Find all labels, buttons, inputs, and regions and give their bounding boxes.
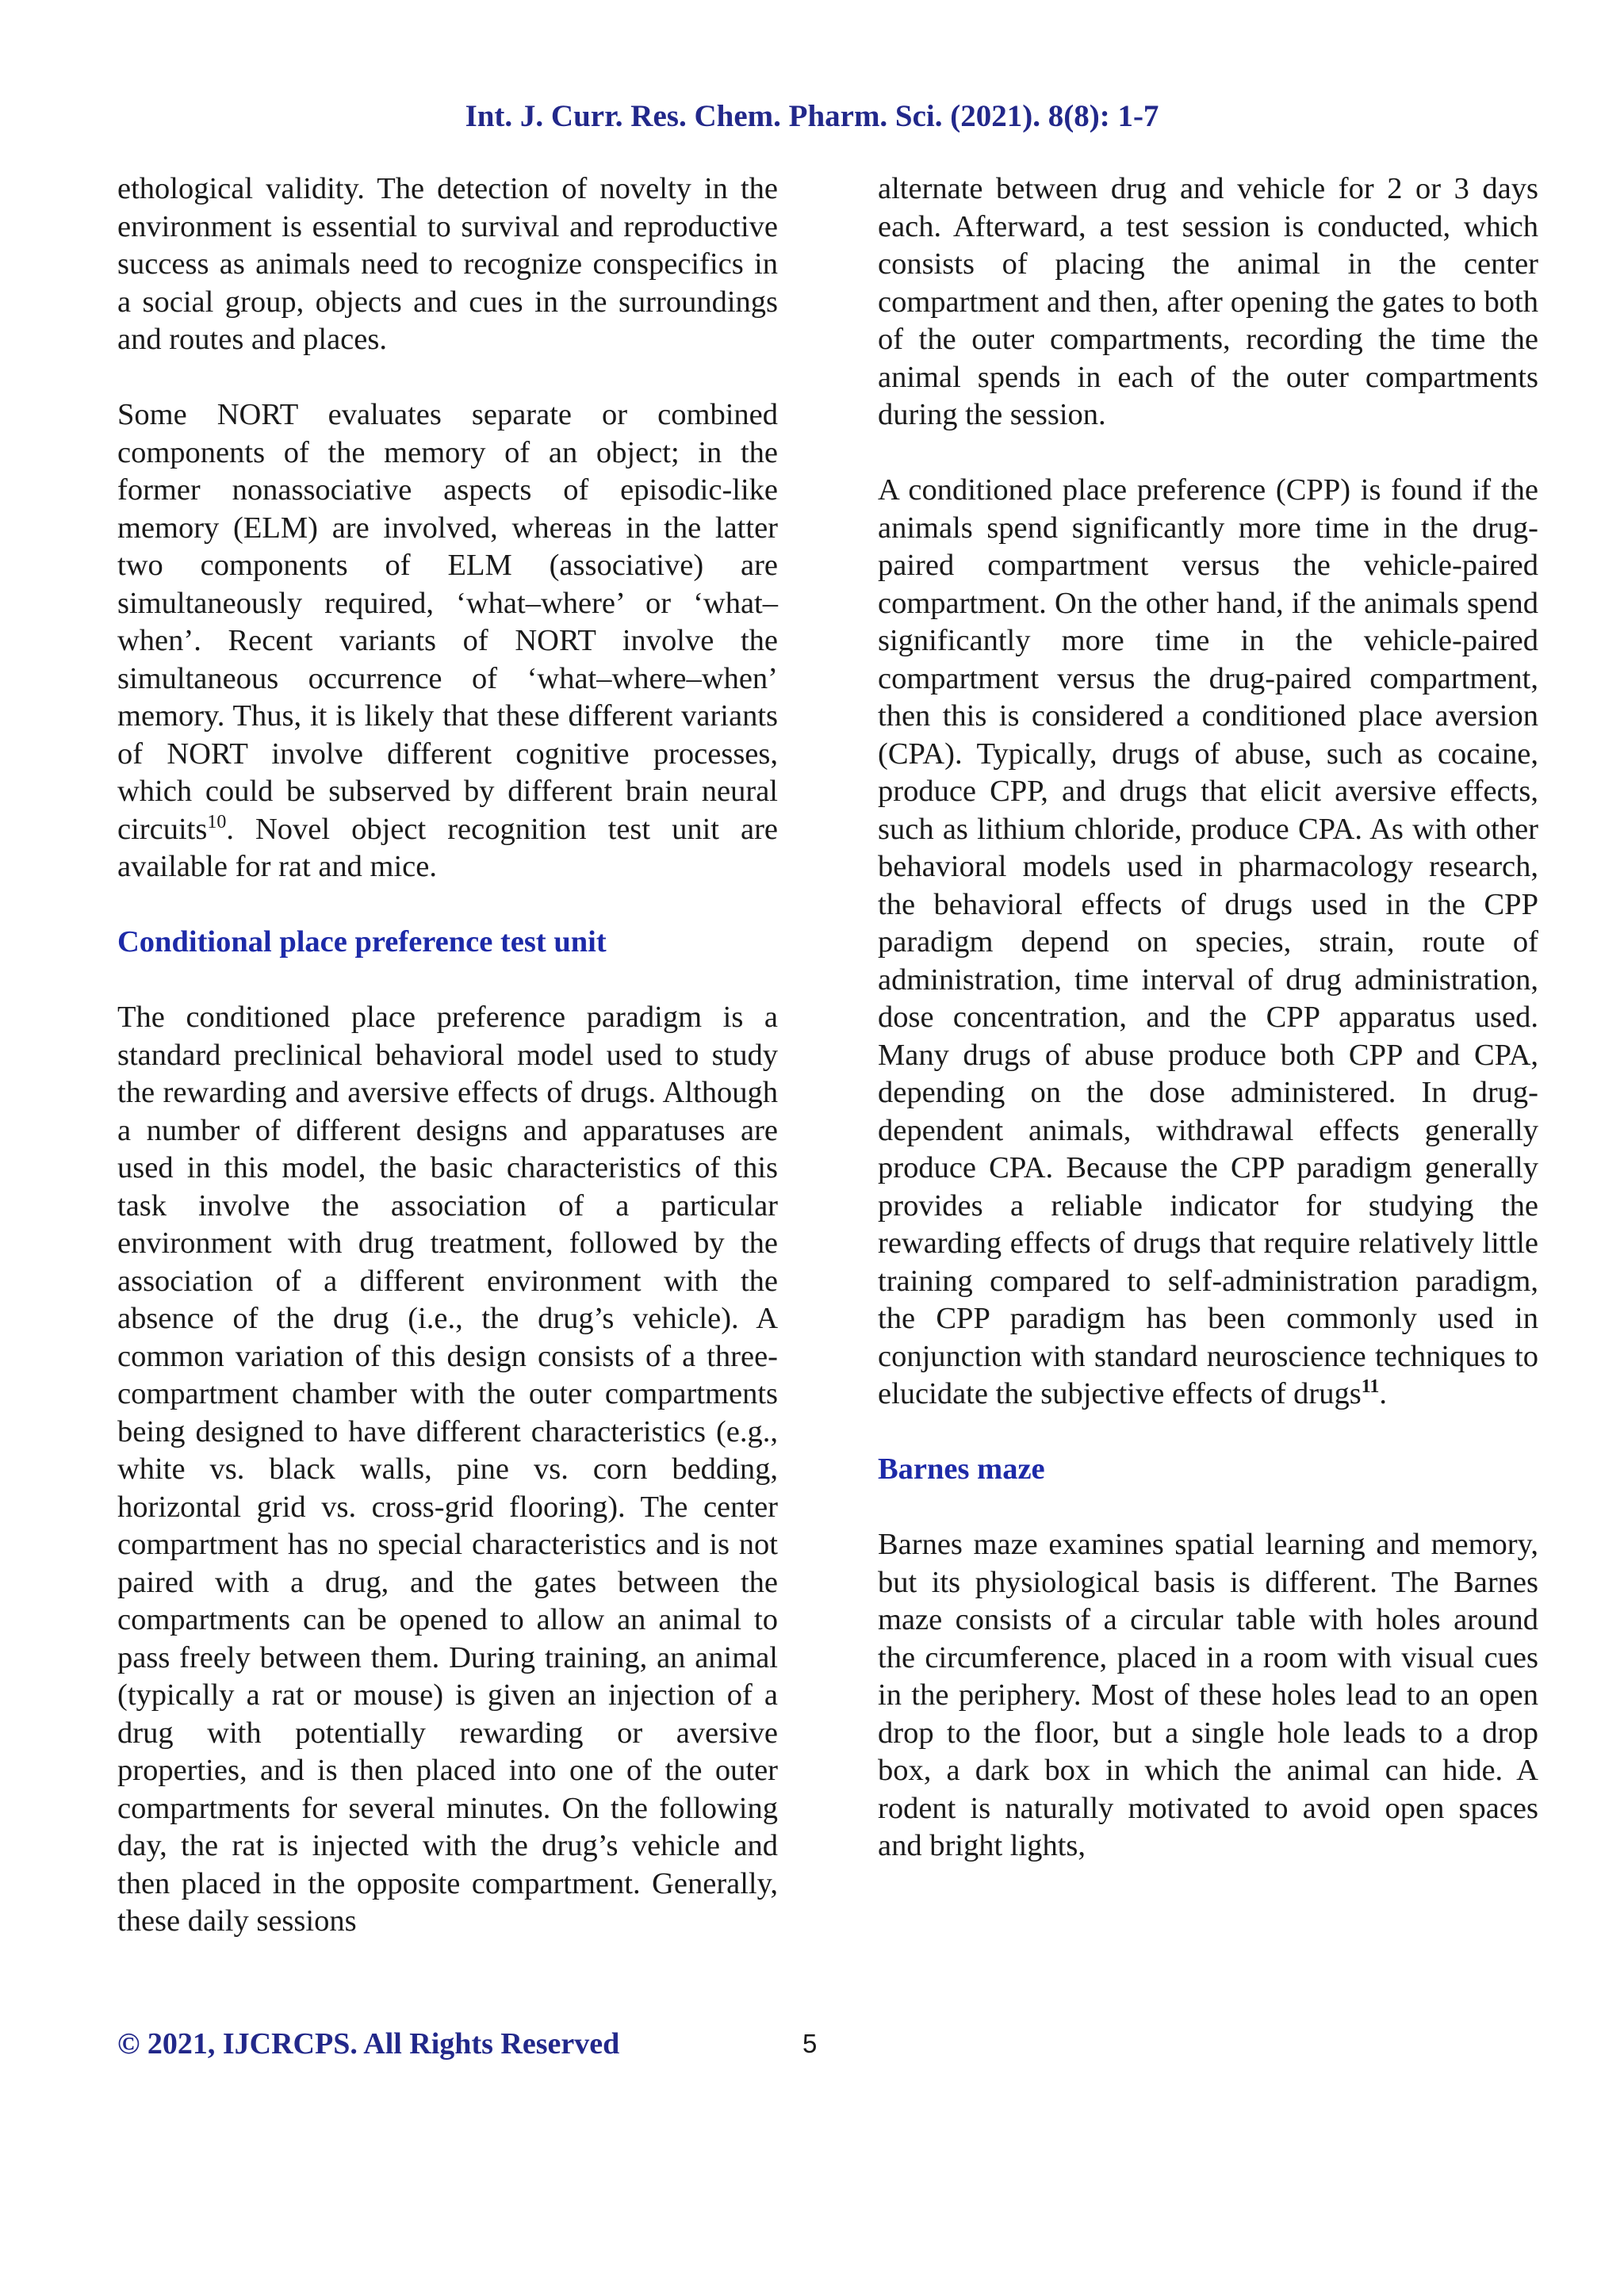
paragraph-cpp-cpa bbox=[878, 472, 1538, 1414]
paragraph-text: Some NORT evaluates separate or combined components of the memory of an object; in the former nonassociative aspects of episodic-like memory (ELM) are involved, whereas in the latter two components of ELM (associative) are simultaneously required, ‘what–where’ or ‘what–when’. Recent variants of NORT involve the simultaneous occurrence of ‘what–where–when’ memory. Thus, it is likely that these different variants of NORT involve different cognitive processes, which could be subserved by different brain neural circuits bbox=[117, 398, 778, 846]
paragraph-cpp-paradigm: The conditioned place preference paradigm is a standard preclinical behavioral model used to study the rewarding and aversive effects of drugs. Although a number of different designs and apparatuses are used in this model, the basic characteristics of this task involve the association of a particular environment with drug treatment, followed by the association of a different environment with the absence of the drug (i.e., the drug’s vehicle). A common variation of this design consists of a three-compartment chamber with the outer compartments being designed to have different characteristics (e.g., white vs. black walls, pine vs. corn bedding, horizontal grid vs. cross-grid flooring). The center compartment has no special characteristics and is not paired with a drug, and the gates between the compartments can be opened to allow an animal to pass freely between them. During training, an animal (typically a rat or mouse) is given an injection of a drug with potentially rewarding or aversive properties, and is then placed into one of the outer compartments for several minutes. On the following day, the rat is injected with the drug’s vehicle and then placed in the opposite compartment. Generally, these daily sessions bbox=[117, 1001, 778, 1938]
paragraph-ethological-validity: ethological validity. The detection of novelty in the environment is essential to survival and reproductive success as animals need to recognize conspecifics in a social group, objects and cues in the surroundings and routes and places. bbox=[117, 172, 778, 356]
paragraph-nort-components bbox=[117, 396, 778, 886]
citation-superscript: 11 bbox=[1361, 1376, 1380, 1397]
running-head: Int. J. Curr. Res. Chem. Pharm. Sci. (2021). 8(8): 1-7 bbox=[465, 99, 1159, 133]
footer-copyright: © 2021, IJCRCPS. All Rights Reserved bbox=[117, 2027, 620, 2061]
left-column bbox=[117, 170, 778, 1978]
section-heading-barnes-maze: Barnes maze bbox=[878, 1452, 1045, 1486]
citation-superscript: 10 bbox=[207, 811, 227, 832]
right-column bbox=[878, 170, 1538, 1903]
page-number: 5 bbox=[802, 2029, 818, 2058]
paragraph-text: A conditioned place preference (CPP) is found if the animals spend significantly more time in the drug-paired compartment versus the vehicle-paired compartment. On the other hand, if the animals spend significantly more time in the vehicle-paired compartment versus the drug-paired compartment, then this is considered a conditioned place aversion (CPA). Typically, drugs of abuse, such as cocaine, produce CPP, and drugs that elicit aversive effects, such as lithium chloride, produce CPA. As with other behavioral models used in pharmacology research, the behavioral effects of drugs used in the CPP paradigm depend on species, strain, route of administration, time interval of drug administration, dose concentration, and the CPP apparatus used. Many drugs of abuse produce both CPP and CPA, depending on the dose administered. In drug-dependent animals, withdrawal effects generally produce CPA. Because the CPP paradigm generally provides a reliable indicator for studying the rewarding effects of drugs that require relatively little training compared to self-administration paradigm, the CPP paradigm has been commonly used in conjunction with standard neuroscience techniques to elucidate the subjective effects of drugs bbox=[878, 473, 1538, 1410]
paragraph-barnes-maze: Barnes maze examines spatial learning and memory, but its physiological basis is different. The Barnes maze consists of a circular table with holes around the circumference, placed in a room with visual cues in the periphery. Most of these holes lead to an open drop to the floor, but a single hole leads to a drop box, a dark box in which the animal can hide. A rodent is naturally motivated to avoid open spaces and bright lights, bbox=[878, 1528, 1538, 1862]
paragraph-text: . Novel object recognition test unit are available for rat and mice. bbox=[117, 812, 778, 883]
paragraph-text: . bbox=[1379, 1377, 1388, 1410]
section-heading-conditional-place-preference: Conditional place preference test unit bbox=[117, 925, 607, 959]
paragraph-cpp-test-session: alternate between drug and vehicle for 2 or 3 days each. Afterward, a test session is conducted, which consists of placing the animal in the center compartment and then, after opening the gates to both of the outer compartments, recording the time the animal spends in each of the outer compartments during the session. bbox=[878, 172, 1538, 431]
